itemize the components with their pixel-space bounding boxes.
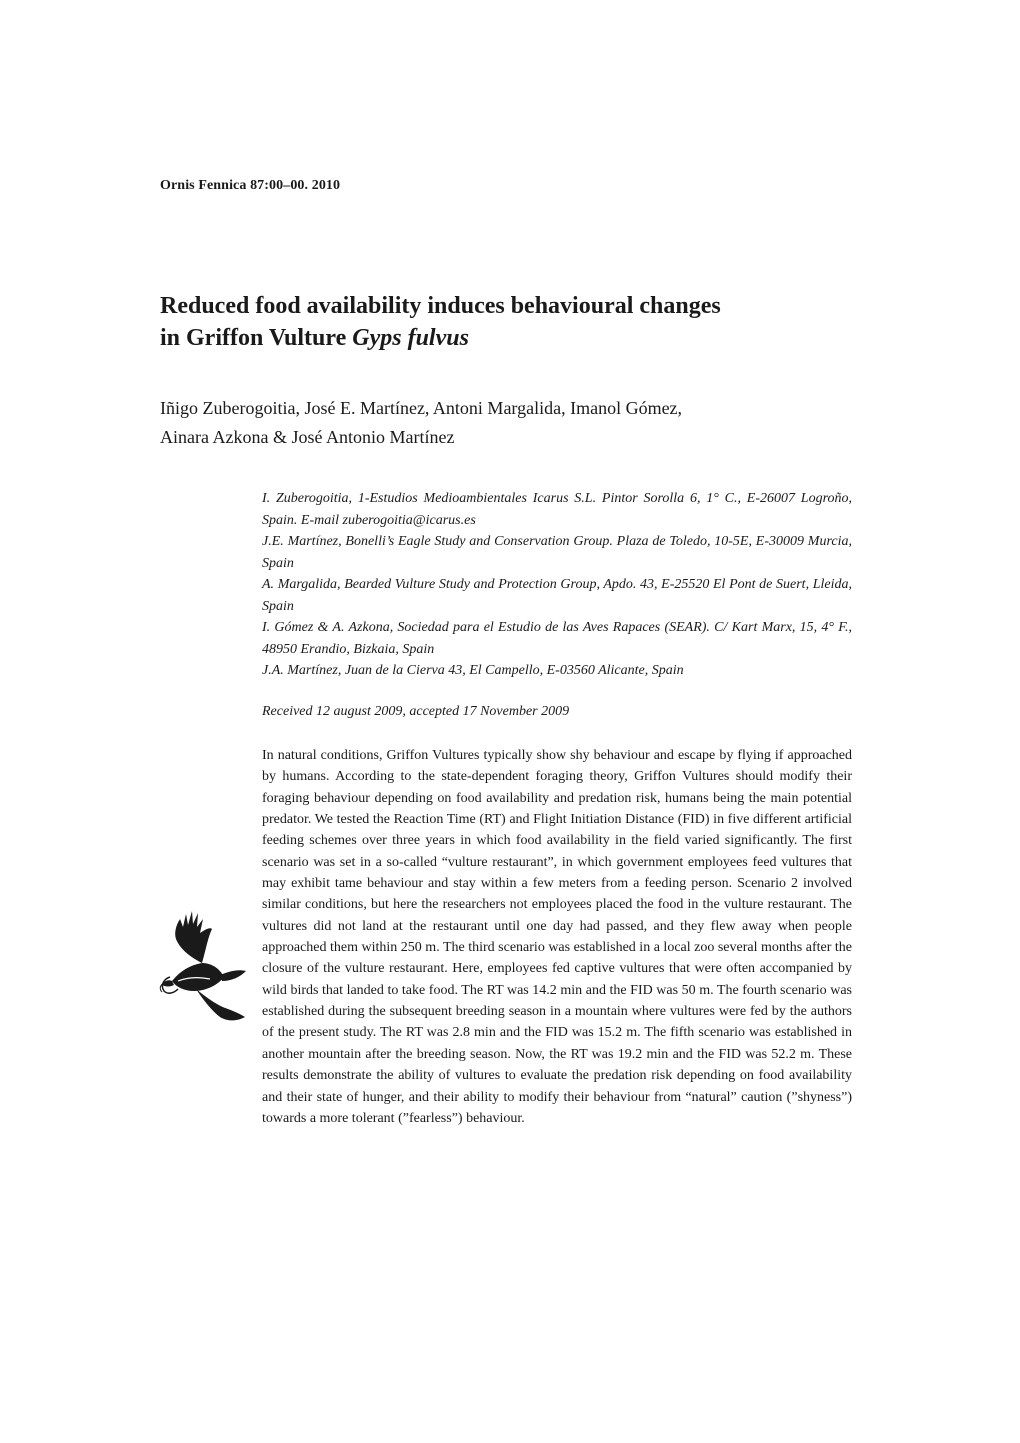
author-list (160, 394, 860, 452)
species-name: Gyps fulvus (352, 325, 469, 351)
authors-line-2: Ainara Azkona & José Antonio Martínez (160, 427, 455, 447)
title-prefix: in Griffon Vulture (160, 325, 353, 351)
affiliations (262, 488, 852, 682)
title-line-1: Reduced food availability induces behavioural changes (160, 293, 721, 319)
abstract: In natural conditions, Griffon Vultures typically show shy behaviour and escape by flying if approached by humans. According to the state-dependent foraging theory, Griffon Vultures should modify their foraging behaviour depending on food availability and predation risk, humans being the main potential predator. We tested the Reaction Time (RT) and Flight Initiation Distance (FID) in five different artificial feeding schemes over three years in which food availability in the field varied significantly. The first scenario was set in a so-called “vulture restaurant”, in which government employees feed vultures that may exhibit tame behaviour and stay within a few meters from a feeding person. Scenario 2 involved similar conditions, but here the researchers not employees placed the food in the vulture restaurant. The vultures did not land at the restaurant until one day had passed, and they flew away when people approached them within 250 m. The third scenario was established in a local zoo several months after the closure of the vulture restaurant. Here, employees fed captive vultures that were often accompanied by wild birds that landed to take food. The RT was 14.2 min and the FID was 50 m. The fourth scenario was established during the subsequent breeding season in a mountain where vultures were fed by the authors of the present study. The RT was 2.8 min and the FID was 15.2 m. The fifth scenario was established in another mountain after the breeding season. Now, the RT was 19.2 min and the FID was 52.2 m. These results demonstrate the ability of vultures to evaluate the predation risk depending on food availability and their state of hunger, and their ability to modify their behaviour from “natural” caution (”shyness”) towards a more tolerant (”fearless”) behaviour. (262, 748, 852, 1126)
affiliation: I. Gómez & A. Azkona, Sociedad para el Estudio de las Aves Rapaces (SEAR). C/ Kart Marx, 15, 4° F., 48950 Erandio, Bizkaia, Spain (262, 620, 852, 657)
flying-bird-icon (150, 905, 250, 1035)
affiliation: J.A. Martínez, Juan de la Cierva 43, El Campello, E-03560 Alicante, Spain (262, 663, 684, 678)
affiliation: I. Zuberogoitia, 1-Estudios Medioambientales Icarus S.L. Pintor Sorolla 6, 1° C., E-26007 Logroño, Spain. E-mail zuberogoitia@icarus.es (262, 491, 852, 528)
authors-line-1: Iñigo Zuberogoitia, José E. Martínez, Antoni Margalida, Imanol Gómez, (160, 398, 683, 418)
article-title (160, 290, 860, 354)
journal-reference: Ornis Fennica 87:00–00. 2010 (160, 178, 341, 193)
affiliation: A. Margalida, Bearded Vulture Study and Protection Group, Apdo. 43, E-25520 El Pont de Suert, Lleida, Spain (262, 577, 852, 614)
affiliation: J.E. Martínez, Bonelli’s Eagle Study and Conservation Group. Plaza de Toledo, 10-5E, E-30009 Murcia, Spain (262, 534, 852, 571)
title-line-2 (160, 322, 860, 354)
received-dates: Received 12 august 2009, accepted 17 November 2009 (262, 704, 570, 719)
